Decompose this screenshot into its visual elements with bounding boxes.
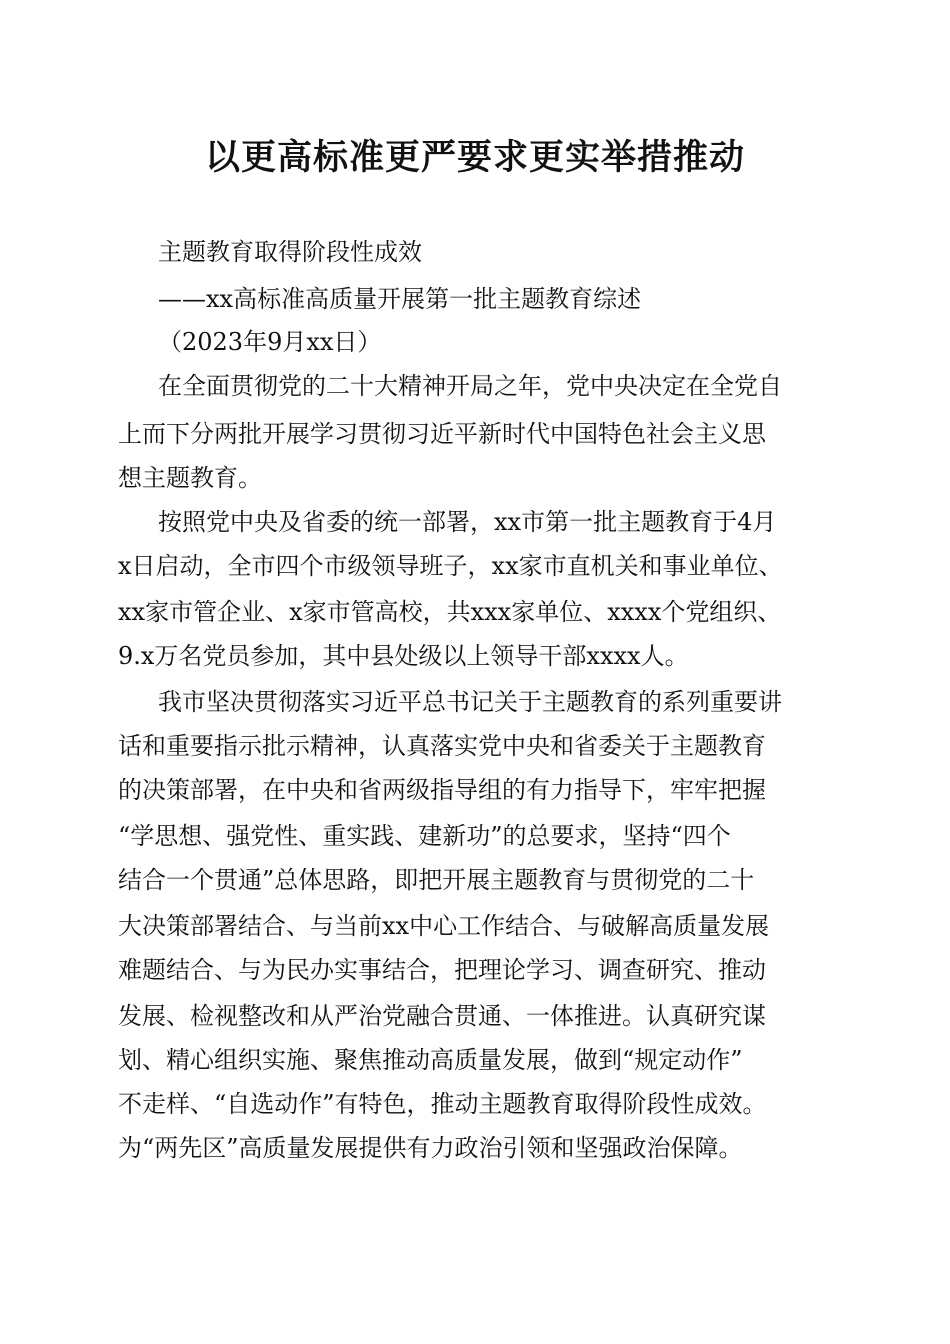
paragraph-3-line-9: 划、精心组织实施、聚焦推动高质量发展，做到“规定动作” [118, 1046, 743, 1074]
paragraph-3-line-1: 我市坚决贯彻落实习近平总书记关于主题教育的系列重要讲 [158, 688, 782, 716]
paragraph-1-line-3: 想主题教育。 [118, 464, 262, 492]
paragraph-3-line-4: “学思想、强党性、重实践、建新功”的总要求，坚持“四个 [118, 822, 731, 850]
document-subheading: ——xx高标准高质量开展第一批主题教育综述 [158, 285, 642, 313]
paragraph-3-line-3: 的决策部署，在中央和省两级指导组的有力指导下，牢牢把握 [118, 776, 766, 804]
document-title: 以更高标准更严要求更实举措推动 [204, 137, 745, 178]
document-date: （2023年9月xx日） [158, 328, 382, 356]
paragraph-3-line-6: 大决策部署结合、与当前xx中心工作结合、与破解高质量发展 [118, 912, 770, 940]
document-subtitle: 主题教育取得阶段性成效 [158, 238, 422, 266]
paragraph-2-line-3: xx家市管企业、x家市管高校，共xxx家单位、xxxx个党组织、 [118, 598, 782, 626]
paragraph-2-line-2: x日启动，全市四个市级领导班子，xx家市直机关和事业单位、 [118, 552, 783, 580]
paragraph-3-line-7: 难题结合、与为民办实事结合，把理论学习、调查研究、推动 [118, 956, 766, 984]
paragraph-1-line-2: 上而下分两批开展学习贯彻习近平新时代中国特色社会主义思 [118, 420, 766, 448]
paragraph-3-line-10: 不走样、“自选动作”有特色，推动主题教育取得阶段性成效。 [118, 1090, 767, 1118]
paragraph-3-line-8: 发展、检视整改和从严治党融合贯通、一体推进。认真研究谋 [118, 1002, 766, 1030]
paragraph-3-line-5: 结合一个贯通”总体思路，即把开展主题教育与贯彻党的二十 [118, 866, 755, 894]
paragraph-1-line-1: 在全面贯彻党的二十大精神开局之年，党中央决定在全党自 [158, 372, 782, 400]
paragraph-3-line-2: 话和重要指示批示精神，认真落实党中央和省委关于主题教育 [118, 732, 766, 760]
paragraph-2-line-1: 按照党中央及省委的统一部署，xx市第一批主题教育于4月 [158, 508, 777, 536]
paragraph-2-line-4: 9.x万名党员参加，其中县处级以上领导干部xxxx人。 [118, 642, 689, 670]
paragraph-3-line-11: 为“两先区”高质量发展提供有力政治引领和坚强政治保障。 [118, 1134, 743, 1162]
